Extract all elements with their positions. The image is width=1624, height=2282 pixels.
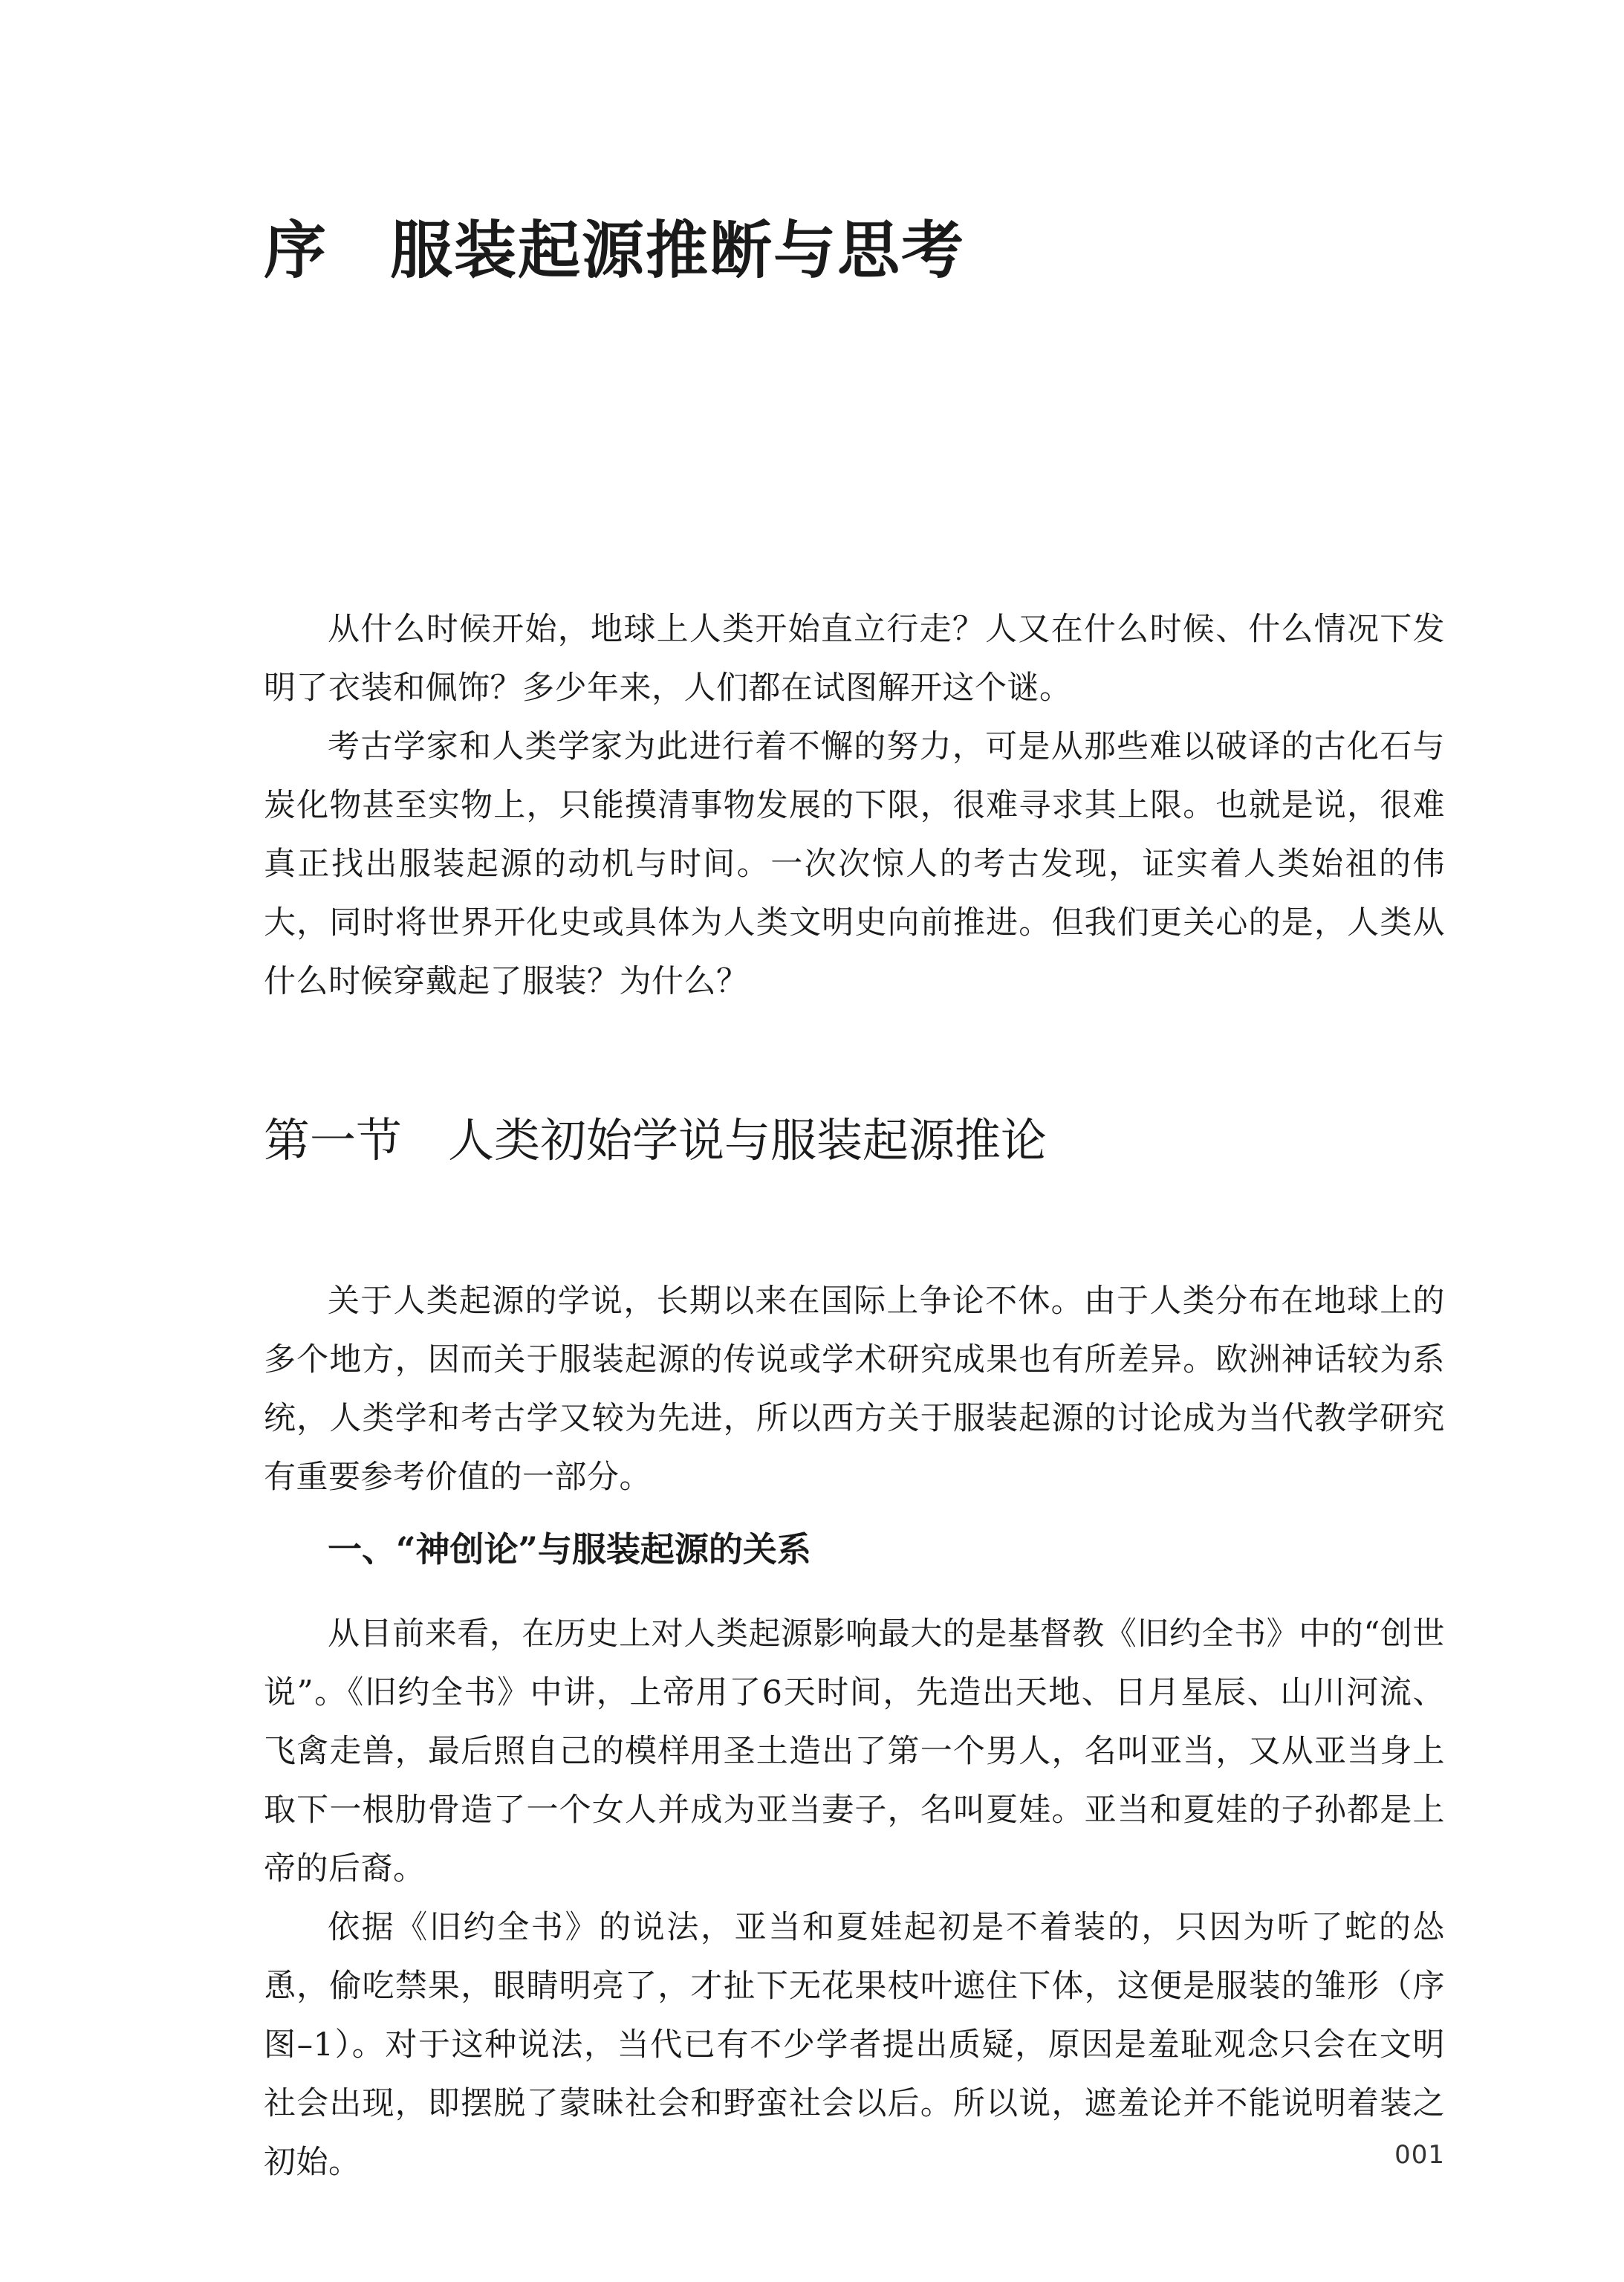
section-intro-paragraph: 关于人类起源的学说，长期以来在国际上争论不休。由于人类分布在地球上的多个地方，因而关于服装起源的传说或学术研究成果也有所差异。欧洲神话较为系统，人类学和考古学又较为先进，所以西方关于服装起源的讨论成为当代教学研究有重要参考价值的一部分。 [264,1283,1445,1496]
section-title-text: 人类初始学说与服装起源推论 [448,1113,1048,1167]
section-label: 第一节 [264,1113,403,1167]
preface-body [264,600,1445,1011]
subsection-body [264,1605,1445,2192]
preface-label: 序 [264,214,328,287]
section-intro [264,1272,1445,1507]
preface-paragraph-2: 考古学家和人类学家为此进行着不懈的努力，可是从那些难以破译的古化石与炭化物甚至实物上，只能摸清事物发展的下限，很难寻求其上限。也就是说，很难真正找出服装起源的动机与时间。一次次惊人的考古发现，证实着人类始祖的伟大，同时将世界开化史或具体为人类文明史向前推进。但我们更关心的是，人类从什么时候穿戴起了服装？为什么？ [264,728,1445,1000]
section-title [264,1107,1047,1174]
preface-paragraph-1: 从什么时候开始，地球上人类开始直立行走？人又在什么时候、什么情况下发明了衣装和佩饰？多少年来，人们都在试图解开这个谜。 [264,611,1445,707]
page-number: 001 [1394,2140,1445,2170]
preface-title-text: 服装起源推断与思考 [390,214,966,287]
subsection-paragraph-2: 依据《旧约全书》的说法，亚当和夏娃起初是不着装的，只因为听了蛇的怂恿，偷吃禁果，眼睛明亮了，才扯下无花果枝叶遮住下体，这便是服装的雏形（序图–1）。对于这种说法，当代已有不少学者提出质疑，原因是羞耻观念只会在文明社会出现，即摆脱了蒙昧社会和野蛮社会以后。所以说，遮羞论并不能说明着装之初始。 [264,1909,1445,2181]
subsection-paragraph-1: 从目前来看，在历史上对人类起源影响最大的是基督教《旧约全书》中的“创世说”。《旧约全书》中讲，上帝用了6天时间，先造出天地、日月星辰、山川河流、飞禽走兽，最后照自己的模样用圣土造出了第一个男人，名叫亚当，又从亚当身上取下一根肋骨造了一个女人并成为亚当妻子，名叫夏娃。亚当和夏娃的子孙都是上帝的后裔。 [264,1615,1445,1887]
preface-title [264,210,965,291]
subsection-title: 一、“神创论”与服装起源的关系 [328,1529,811,1569]
